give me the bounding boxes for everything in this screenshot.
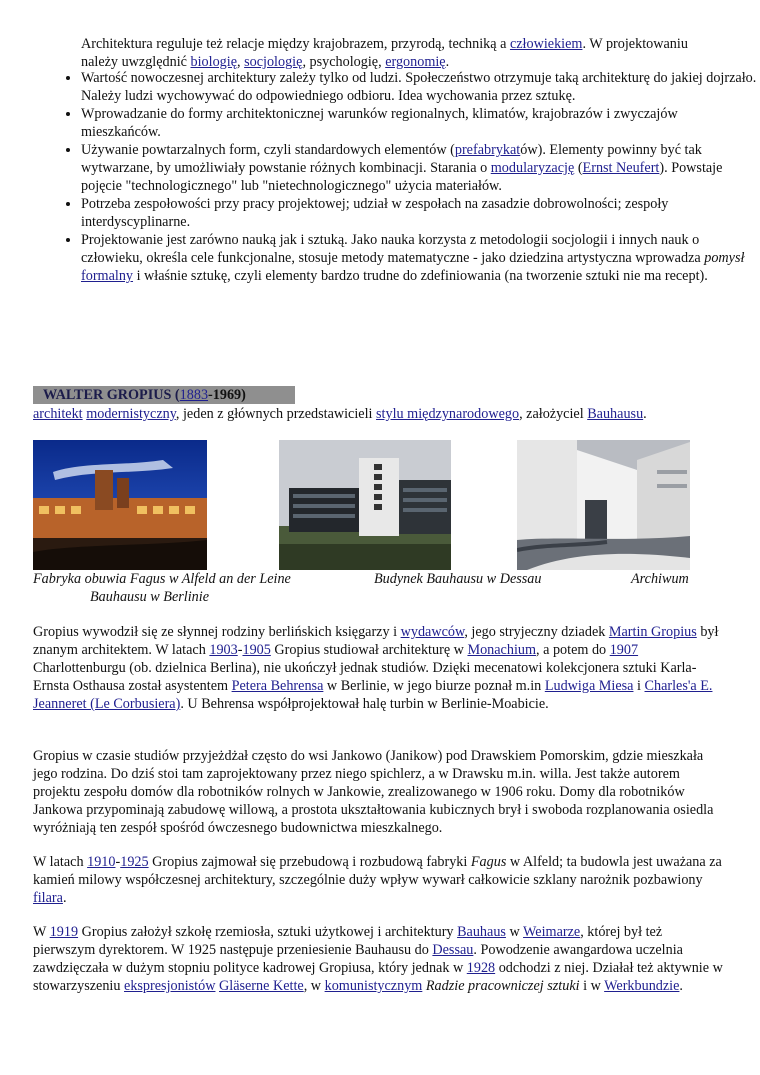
link-werkbund[interactable]: Werkbundzie <box>604 978 680 994</box>
link-komunistycznym[interactable]: komunistycznym <box>324 978 423 994</box>
paragraph-text: w Alfeld; ta budowla jest uważana za kamień milowy współczesnej architektury, szczególnie duży wpływ wywarł całkowicie szklany narożnik pozbawiony <box>33 854 722 888</box>
link-dessau[interactable]: Dessau <box>432 942 474 958</box>
link-formalny[interactable]: formalny <box>81 268 134 284</box>
fagus-factory-photo <box>33 440 207 570</box>
link-filara[interactable]: filara <box>33 890 63 906</box>
paragraph-biography <box>33 623 725 713</box>
paragraph-text: Charlottenburgu (ob. dzielnica Berlina), nie ukończył jednak studiów. Dzięki mecenatowi kolekcjonera sztuki Karla-Ernsta Osthausa został asystentem <box>33 660 697 694</box>
intro-text: , <box>237 54 245 70</box>
link-bauhausu[interactable]: Bauhausu <box>587 406 644 422</box>
link-prefabrykat[interactable]: prefabrykat <box>454 142 521 158</box>
link-ekspresjonistow[interactable]: ekspresjonistów <box>124 978 216 994</box>
link-1883[interactable]: 1883 <box>179 387 209 403</box>
paragraph-jankowo <box>33 747 725 837</box>
paragraph-text: Gropius studiował architekturę w <box>270 642 468 658</box>
emphasis-rada: Radzie pracowniczej sztuki <box>425 978 580 994</box>
link-bauhaus[interactable]: Bauhaus <box>457 924 506 940</box>
paragraph-text: odchodzi z niej. Działał też aktywnie w stowarzyszeniu <box>33 960 723 994</box>
paragraph-text: Gropius wywodził się ze słynnej rodziny berlińskich księgarzy i <box>33 624 401 640</box>
paragraph-text: , a potem do <box>536 642 610 658</box>
emphasis-fagus: Fagus <box>470 854 507 870</box>
list-item <box>81 195 760 231</box>
link-1907[interactable]: 1907 <box>609 642 639 658</box>
paragraph-text: . U Behrensa współprojektował halę turbin w Berlinie-Moabicie. <box>180 696 549 712</box>
link-martin-gropius[interactable]: Martin Gropius <box>608 624 697 640</box>
link-styl-miedzynarodowy[interactable]: stylu międzynarodowego <box>376 406 520 422</box>
paragraph-text: W latach <box>33 854 88 870</box>
link-peter-behrens[interactable]: Petera Behrensa <box>231 678 324 694</box>
intro-text: . <box>445 54 450 70</box>
list-item <box>81 69 760 105</box>
list-item-text: Potrzeba zespołowości przy pracy projektowej; udział w zespołach na zasadzie dobrowolności; zespoły interdyscyplinarne. <box>81 196 669 230</box>
caption-archive-cont: Bauhausu w Berlinie <box>90 589 210 605</box>
list-item-text: ( <box>574 160 583 176</box>
link-ergonomie[interactable]: ergonomię <box>385 54 446 70</box>
emphasis-pomysl: pomysł <box>704 250 745 266</box>
heading-title: WALTER GROPIUS ( <box>43 387 180 403</box>
intro-text: Architektura reguluje też relacje między krajobrazem, przyrodą, techniką a <box>81 36 510 52</box>
paragraph-text: , której był też pierwszym dyrektorem. W 1925 następuje przeniesienie Bauhausu do <box>33 924 663 958</box>
bauhaus-archive-photo <box>517 440 690 570</box>
paragraph-text: i w <box>579 978 605 994</box>
link-1903[interactable]: 1903 <box>209 642 238 658</box>
paragraph-text: Gropius w czasie studiów przyjeżdżał często do wsi Jankowo (Janikow) pod Drawskiem Pomorskim, gdzie mieszkała jego rodzina. Do dziś stoi tam zaprojektowany przez niego spichlerz, a w Drawsku m.in. willa. Jest także autorem projektu zespołu domów dla robotników rolnych w Jankowie, zrealizowanego w 1906 roku. Domy dla robotników Jankowa przypominają zabudowę willową, a prostota ukształtowania kubicznych brył i swoboda rozplanowania osiedla wyróżniają ten zespół spośród ówczesnego budownictwa mieszkalnego. <box>33 748 714 836</box>
gropius-subtitle <box>33 405 723 423</box>
paragraph-text: był znanym architektem. W latach <box>33 624 719 658</box>
paragraph-text: . <box>679 978 683 994</box>
link-modernistyczny[interactable]: modernistyczny <box>86 406 176 422</box>
list-item-text: i właśnie sztukę, czyli elementy bardzo trudne do zdefiniowania (na tworzenie sztuki nie ma recept). <box>133 268 708 284</box>
heading-year-end: -1969) <box>208 387 246 403</box>
intro-text: . W projektowaniu należy uwzględnić <box>81 36 688 70</box>
link-wydawcow[interactable]: wydawców <box>400 624 465 640</box>
principles-list <box>33 69 760 285</box>
list-item-text: ów). Elementy powinny być tak wytwarzane, by umożliwiały powstanie różnych kombinacji. Starania o <box>81 142 702 176</box>
list-item-text: Używanie powtarzalnych form, czyli standardowych elementów ( <box>81 142 455 158</box>
list-item <box>81 231 760 285</box>
paragraph-text: Gropius założył szkołę rzemiosła, sztuki użytkowej i architektury <box>78 924 458 940</box>
paragraph-text: Gropius zajmował się przebudową i rozbudową fabryki <box>148 854 471 870</box>
list-item <box>81 105 760 141</box>
link-ernst-neufert[interactable]: Ernst Neufert <box>582 160 660 176</box>
link-biologie[interactable]: biologię <box>190 54 238 70</box>
paragraph-text: - <box>115 854 121 870</box>
link-1925[interactable]: 1925 <box>120 854 149 870</box>
link-socjologie[interactable]: socjologię <box>244 54 303 70</box>
link-le-corbusier[interactable]: Charles'a E. Jeanneret (Le Corbusiera) <box>33 678 713 712</box>
subtitle-text: , założyciel <box>519 406 588 422</box>
paragraph-text: . <box>62 890 67 906</box>
link-1919[interactable]: 1919 <box>49 924 79 940</box>
link-1928[interactable]: 1928 <box>466 960 496 976</box>
link-weimar[interactable]: Weimarze <box>523 924 581 940</box>
paragraph-text: i <box>633 678 645 694</box>
paragraph-text: w <box>505 924 524 940</box>
link-modularyzacja[interactable]: modularyzację <box>490 160 575 176</box>
caption-archive: Archiwum <box>631 571 689 587</box>
paragraph-bauhaus <box>33 923 725 995</box>
list-item-text: Wprowadzanie do formy architektonicznej warunków regionalnych, klimatów, krajobrazów i zwyczajów mieszkańców. <box>81 106 678 140</box>
list-item-text: ). Powstaje pojęcie "technologicznego" lub "nietechnologicznego" użycia materiałów. <box>81 160 723 194</box>
link-glaserne-kette[interactable]: Gläserne Kette <box>219 978 304 994</box>
caption-fagus: Fabryka obuwia Fagus w Alfeld an der Leine <box>33 571 291 587</box>
paragraph-text: W <box>33 924 50 940</box>
list-item-text: Wartość nowoczesnej architektury zależy tylko od ludzi. Społeczeństwo otrzymuje taką architekturę do jakiej dojrzało. Należy ludzi wychowywać do odpowiedniego odbioru. Idea wychowania przez sztukę. <box>81 70 757 104</box>
bauhaus-dessau-photo <box>279 440 451 570</box>
link-ludwig-mies[interactable]: Ludwiga Miesa <box>544 678 634 694</box>
subtitle-text: , jeden z głównych przedstawicieli <box>175 406 377 422</box>
paragraph-text: , jego stryjeczny dziadek <box>464 624 609 640</box>
paragraph-text: , w <box>303 978 325 994</box>
intro-paragraph <box>81 35 711 71</box>
list-item-text: Projektowanie jest zarówno nauką jak i sztuką. Jako nauka korzysta z metodologii socjologii i innych nauk o człowieku, określa cele funkcjonalne, stosuje metody matematyczne - jako dziedzina artystyczna wprowadza <box>81 232 705 266</box>
link-1905[interactable]: 1905 <box>242 642 271 658</box>
paragraph-fagus <box>33 853 725 907</box>
paragraph-text: w Berlinie, w jego biurze poznał m.in <box>323 678 545 694</box>
intro-text: , psychologię, <box>302 54 386 70</box>
caption-dessau: Budynek Bauhausu w Dessau <box>374 571 542 587</box>
link-monachium[interactable]: Monachium <box>467 642 537 658</box>
link-1910[interactable]: 1910 <box>87 854 116 870</box>
paragraph-text: - <box>237 642 243 658</box>
link-architekt[interactable]: architekt <box>33 406 83 422</box>
subtitle-text: . <box>643 406 647 422</box>
paragraph-text: . Powodzenie awangardowa uczelnia zawdzięczała w dużym stopniu polityce kadrowej Gropiusa, który jednak w <box>33 942 683 976</box>
gropius-heading <box>33 386 295 404</box>
link-czlowiek[interactable]: człowiekiem <box>509 36 583 52</box>
list-item <box>81 141 760 195</box>
